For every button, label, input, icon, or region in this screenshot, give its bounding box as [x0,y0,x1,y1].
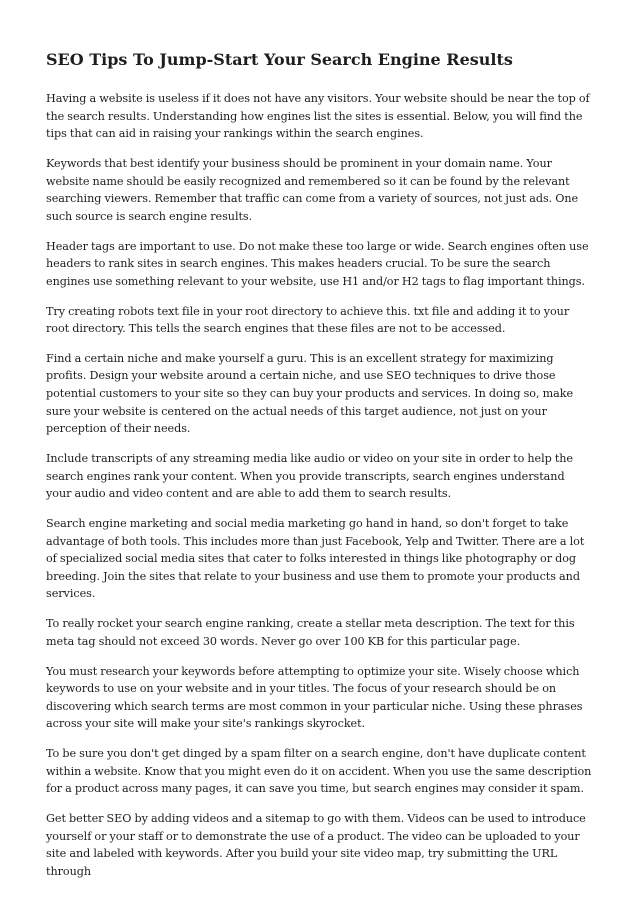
paragraph-keywords-domain: Keywords that best identify your business should be prominent in your domain name. Your website name should be easily recognized and remembered so it can be found by the relevant searching viewers. Remember that traffic can come from a variety of sources, not just ads. One such source is search engine results. [46,156,579,223]
paragraph-niche: Find a certain niche and make yourself a guru. This is an excellent strategy for maximizing profits. Design your website around a certain niche, and use SEO techniques to drive those potential customers to your site so they can buy your products and services. In doing so, make sure your website is centered on the actual needs of this target audience, not just on your perception of their needs. [46,351,574,436]
paragraph-keyword-research: You must research your keywords before attempting to optimize your site. Wisely choose which keywords to use on your website and in your titles. The focus of your research should be on discovering which search terms are most common in your particular niche. Using these phrases across your site will make your site's rankings skyrocket. [46,664,583,731]
paragraph-intro: Having a website is useless if it does not have any visitors. Your website should be near the top of the search results. Understanding how engines list the sites is essential. Below, you will find the tips that can aid in raising your rankings within the search engines. [46,92,590,141]
paragraph-social-media: Search engine marketing and social media marketing go hand in hand, so don't forget to take advantage of both tools. This includes more than just Facebook, Yelp and Twitter. There are a lot of specialized social media sites that cater to folks interested in things like photography or dog breeding. Join the sites that relate to your business and use them to promote your products and services. [46,517,585,601]
paragraph-meta-description: To really rocket your search engine ranking, create a stellar meta description. The text for this meta tag should not exceed 30 words. Never go over 100 KB for this particular page. [46,617,575,648]
document-title: SEO Tips To Jump-Start Your Search Engine Results [46,50,513,69]
paragraph-transcripts: Include transcripts of any streaming media like audio or video on your site in order to help the search engines rank your content. When you provide transcripts, search engines understand your audio and video content and are able to add them to search results. [46,452,574,501]
paragraph-header-tags: Header tags are important to use. Do not make these too large or wide. Search engines often use headers to rank sites in search engines. This makes headers crucial. To be sure the search engines use something relevant to your website, use H1 and/or H2 tags to flag important things. [46,239,589,288]
paragraph-duplicate-content: To be sure you don't get dinged by a spam filter on a search engine, don't have duplicate content within a website. Know that you might even do it on accident. When you use the same description for a product across many pages, it can save you time, but search engines may consider it spam. [46,747,592,796]
paragraph-robots-file: Try creating robots text file in your root directory to achieve this. txt file and adding it to your root directory. This tells the search engines that these files are not to be accessed. [46,304,570,336]
paragraph-videos-sitemap: Get better SEO by adding videos and a sitemap to go with them. Videos can be used to introduce yourself or your staff or to demonstrate the use of a product. The video can be uploaded to your site and labeled with keywords. After you build your site video map, try submitting the URL through [46,812,586,878]
